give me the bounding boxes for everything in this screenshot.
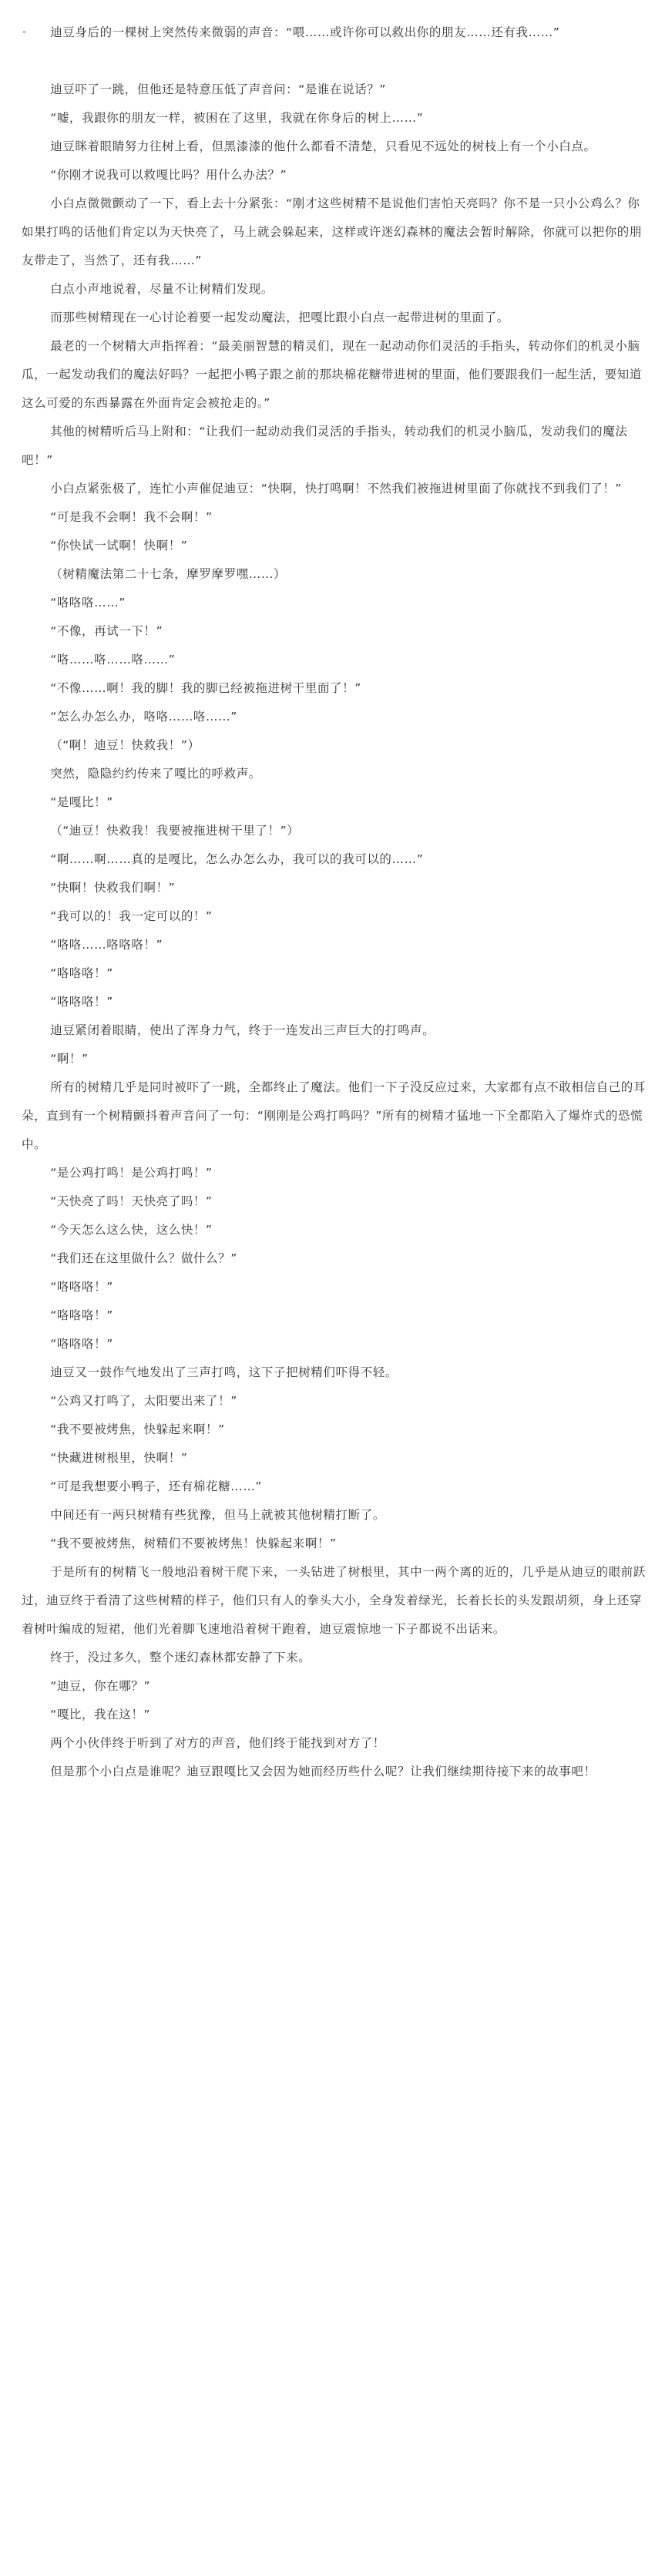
paragraph: “可是我不会啊！我不会啊！” <box>50 510 213 524</box>
paragraph: 但是那个小白点是谁呢？迪豆跟嘎比又会因为她而经历些什么呢？让我们继续期待接下来的故事吧！ <box>50 1765 596 1778</box>
corner-dot <box>23 31 25 33</box>
paragraph: “我可以的！我一定可以的！” <box>50 909 213 923</box>
article-body <box>22 18 649 1786</box>
paragraph: “咯咯咯！” <box>50 995 113 1009</box>
paragraph: “迪豆，你在哪？” <box>50 1679 151 1693</box>
paragraph: 所有的树精几乎是同时被吓了一跳，全都终止了魔法。他们一下子没反应过来，大家都有点不敢相信自己的耳朵，直到有一个树精颤抖着声音问了一句：“刚刚是公鸡打鸣吗？”所有的树精才猛地一下全都陷入了爆炸式的恐慌中。 <box>22 1080 646 1151</box>
paragraph: 两个小伙伴终于听到了对方的声音，他们终于能找到对方了！ <box>50 1736 385 1750</box>
paragraph: “今天怎么这么快，这么快！” <box>50 1223 213 1237</box>
paragraph: “可是我想要小鸭子，还有棉花糖……” <box>50 1479 263 1493</box>
paragraph: 迪豆紧闭着眼睛，使出了浑身力气，终于一连发出三声巨大的打鸣声。 <box>50 1023 435 1037</box>
paragraph: “咯咯咯！” <box>50 1280 113 1294</box>
paragraph: 中间还有一两只树精有些犹豫，但马上就被其他树精打断了。 <box>50 1508 385 1522</box>
paragraph: “快啊！快救我们啊！” <box>50 881 176 895</box>
paragraph: “快藏进树根里，快啊！” <box>50 1451 188 1465</box>
paragraph: “嘎比，我在这！” <box>50 1708 151 1721</box>
paragraph: “咯咯咯！” <box>50 1308 113 1322</box>
paragraph: 小白点紧张极了，连忙小声催促迪豆：“快啊，快打鸣啊！不然我们被拖进树里面了你就找不到我们了！” <box>50 482 622 495</box>
paragraph: 迪豆身后的一棵树上突然传来微弱的声音：“喂……或许你可以救出你的朋友……还有我……” <box>50 25 560 39</box>
paragraph: 最老的一个树精大声指挥着：“最美丽智慧的精灵们，现在一起动动你们灵活的手指头，转动你们的机灵小脑瓜，一起发动我们的魔法好吗？一起把小鸭子跟之前的那块棉花糖带进树的里面，他们要跟我们一起生活，要知道这么可爱的东西暴露在外面肯定会被抢走的。” <box>22 339 643 410</box>
paragraph: 而那些树精现在一心讨论着要一起发动魔法，把嘎比跟小白点一起带进树的里面了。 <box>50 311 509 324</box>
paragraph: “不像，再试一下！” <box>50 624 163 638</box>
paragraph: “怎么办怎么办，咯咯……咯……” <box>50 710 237 724</box>
paragraph: “我不要被烤焦，树精们不要被烤焦！快躲起来啊！” <box>50 1537 337 1550</box>
paragraph: “不像……啊！我的脚！我的脚已经被拖进树干里面了！” <box>50 681 361 695</box>
paragraph: “公鸡又打鸣了，太阳要出来了！” <box>50 1394 237 1408</box>
paragraph: “咯咯咯！” <box>50 966 113 980</box>
paragraph: 突然，隐隐约约传来了嘎比的呼救声。 <box>50 767 261 781</box>
paragraph: “你快试一试啊！快啊！” <box>50 539 188 552</box>
paragraph: 迪豆又一鼓作气地发出了三声打鸣，这下子把树精们吓得不轻。 <box>50 1365 398 1379</box>
paragraph: “咯……咯……咯……” <box>50 653 176 667</box>
paragraph: “你刚才说我可以救嘎比吗？用什么办法？” <box>50 168 287 182</box>
paragraph: 其他的树精听后马上附和：“让我们一起动动我们灵活的手指头，转动我们的机灵小脑瓜，发动我们的魔法吧！” <box>22 425 628 467</box>
paragraph: （“迪豆！快救我！我要被拖进树干里了！”） <box>50 824 300 838</box>
paragraph: “是嘎比！” <box>50 795 113 809</box>
paragraph: 于是所有的树精飞一般地沿着树干爬下来，一头钻进了树根里，其中一两个离的近的，几乎是从迪豆的眼前跃过，迪豆终于看清了这些树精的样子，他们只有人的拳头大小，全身发着绿光，长着长长的头发跟胡须，身上还穿着树叶编成的短裙，他们光着脚飞速地沿着树干跑着，迪豆震惊地一下子都说不出话来。 <box>22 1565 646 1636</box>
paragraph: “啊……啊……真的是嘎比，怎么办怎么办，我可以的我可以的……” <box>50 852 424 866</box>
paragraph: 迪豆吓了一跳，但他还是特意压低了声音问：“是谁在说话？” <box>50 82 387 96</box>
paragraph: 迪豆眯着眼睛努力往树上看，但黑漆漆的他什么都看不清楚，只看见不远处的树枝上有一个小白点。 <box>50 139 596 153</box>
paragraph: “啊！” <box>50 1052 89 1066</box>
blank-line <box>22 47 649 76</box>
paragraph: （树精魔法第二十七条，摩罗摩罗嘿……） <box>50 567 287 581</box>
paragraph: “我不要被烤焦，快躲起来啊！” <box>50 1422 225 1436</box>
paragraph: “是公鸡打鸣！是公鸡打鸣！” <box>50 1166 213 1180</box>
paragraph: “嘘，我跟你的朋友一样，被困在了这里，我就在你身后的树上……” <box>50 111 424 125</box>
paragraph: 小白点微微颤动了一下，看上去十分紧张：“刚才这些树精不是说他们害怕天亮吗？你不是一只小公鸡么？你如果打鸣的话他们肯定以为天快亮了，马上就会躲起来，这样或许迷幻森林的魔法会暂时解除，你就可以把你的朋友带走了，当然了，还有我……” <box>22 196 643 267</box>
paragraph: “咯咯……咯咯咯！” <box>50 938 163 952</box>
paragraph: “天快亮了吗！天快亮了吗！” <box>50 1194 213 1208</box>
paragraph: “咯咯咯！” <box>50 1337 113 1351</box>
paragraph: “咯咯咯……” <box>50 596 126 610</box>
paragraph: （“啊！迪豆！快救我！”） <box>50 738 200 752</box>
paragraph: 终于，没过多久，整个迷幻森林都安静了下来。 <box>50 1651 311 1664</box>
paragraph: “我们还在这里做什么？做什么？” <box>50 1251 237 1265</box>
paragraph: 白点小声地说着，尽量不让树精们发现。 <box>50 282 274 296</box>
